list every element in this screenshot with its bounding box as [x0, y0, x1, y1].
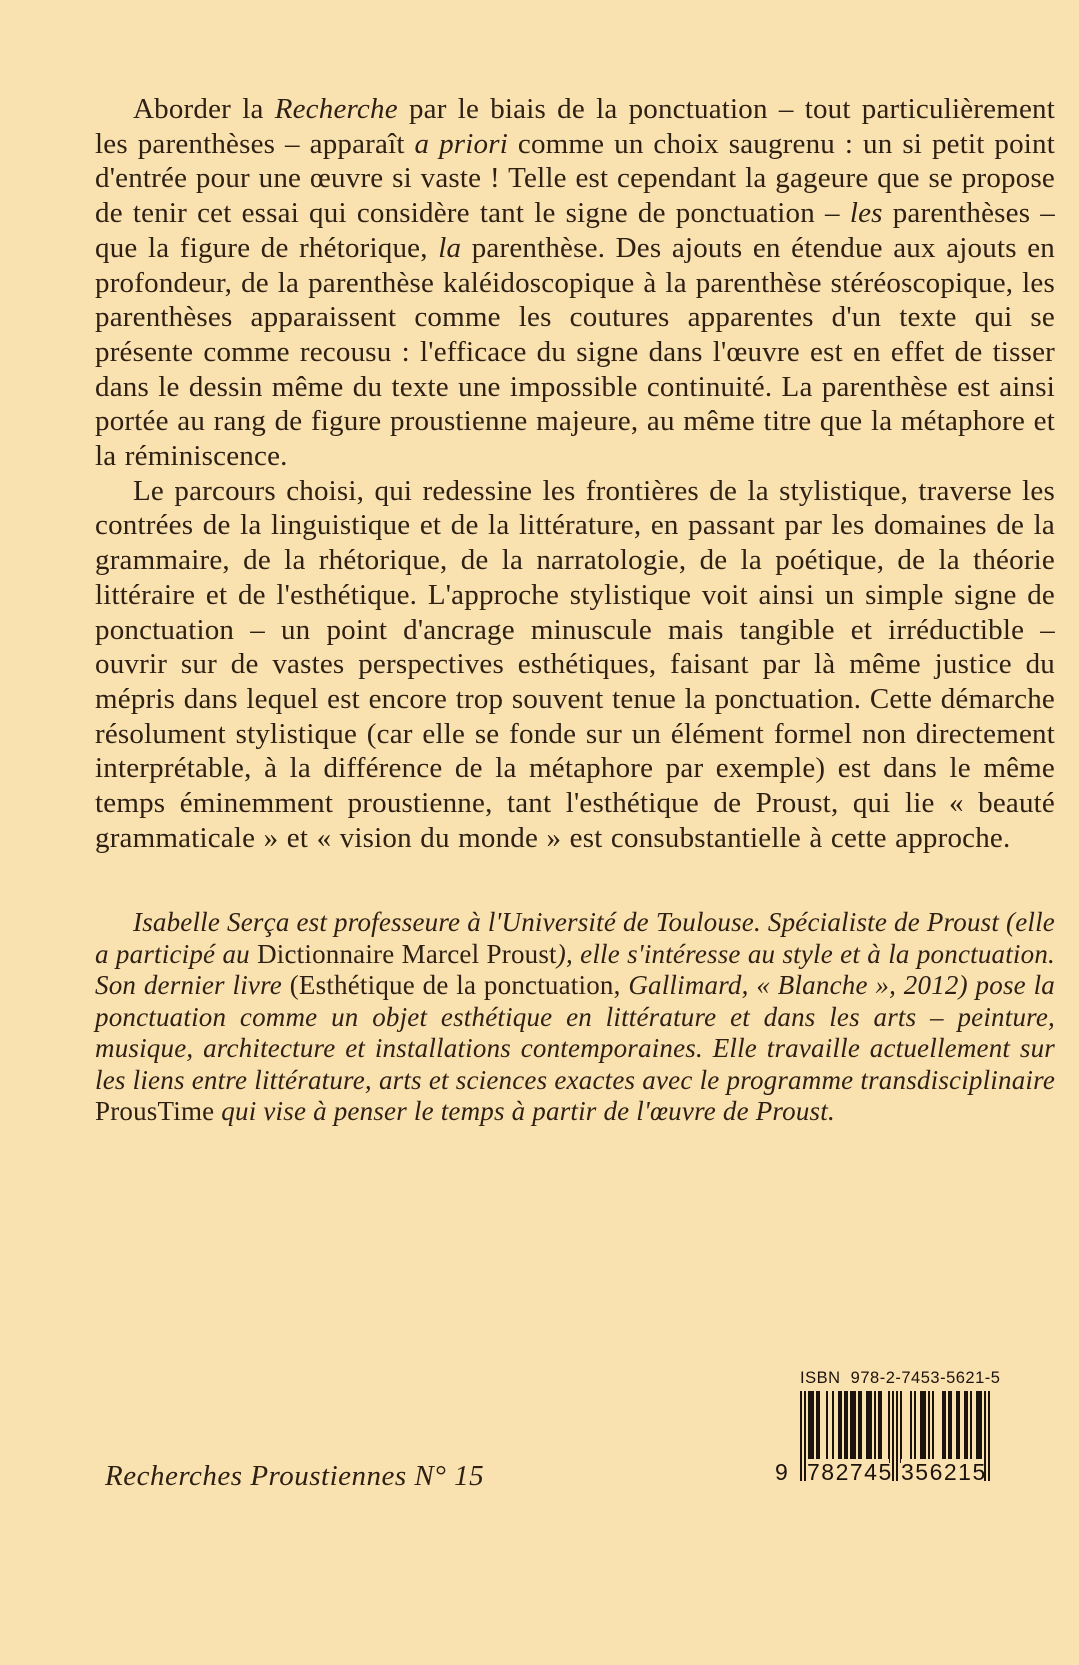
- text-run: Le parcours choisi, qui redessine les frontières de la stylistique, traverse les contrées de la linguistique et de la littérature, en passant par les domaines de la grammaire, de la rhétorique, de la narratologie, de la poétique, de la théorie littéraire et de l'esthétique. L'approche stylistique voit ainsi un simple signe de ponctuation – un point d'ancrage minuscule mais tangible et irréductible – ouvrir sur de vastes perspectives esthétiques, faisant par là même justice du mépris dans lequel est encore trop souvent tenue la ponctuation. Cette démarche résolument stylistique (car elle se fonde sur un élément formel non directement interprétable, à la différence de la métaphore par exemple) est dans le même temps éminemment proustienne, tant l'esthétique de Proust, qui lie « beauté grammaticale » et « vision du monde » est consubstantielle à cette approche.: [95, 474, 1055, 854]
- italic-text-run: les: [849, 197, 883, 230]
- barcode-bar: [932, 1391, 934, 1463]
- barcode-bar: [970, 1391, 972, 1463]
- barcode-bar: [978, 1391, 980, 1463]
- barcode-bar: [846, 1391, 848, 1463]
- barcode-digits: [775, 1459, 990, 1485]
- author-bio-paragraph: [95, 907, 1055, 1128]
- barcode-bar: [812, 1391, 814, 1463]
- italic-text-run: Gallimard, « Blanche », 2012) pose la ponctuation comme un objet esthétique en littérature et dans les arts – peinture, musique, architecture et installations contemporaines. Elle travaille actuellement sur les liens entre littérature, arts et sciences exactes avec le programme transdisciplinaire: [95, 970, 1056, 1095]
- blurb-paragraph-2: [95, 474, 1055, 856]
- barcode-bar: [964, 1391, 966, 1463]
- barcode-bar: [910, 1391, 912, 1463]
- barcode-digit-first: 9: [775, 1459, 788, 1485]
- barcode-bar: [870, 1391, 872, 1463]
- barcode-bar: [808, 1391, 810, 1463]
- italic-text-run: Isabelle Serça est professeure à l'Université de Toulouse. Spécialiste de Proust (elle a participé au: [95, 907, 1055, 969]
- barcode-bar: [816, 1391, 818, 1463]
- italic-text-run: a priori: [414, 127, 508, 160]
- barcode-digit-group-1: 782745: [807, 1459, 893, 1485]
- text-run: ProusTime: [95, 1096, 215, 1127]
- italic-text-run: Recherche: [274, 93, 398, 125]
- italic-text-run: la: [438, 231, 462, 264]
- barcode-bar: [928, 1391, 930, 1463]
- blurb-paragraph-1: [95, 92, 1055, 474]
- italic-text-run: qui vise à penser le temps à partir de l'œuvre de Proust.: [214, 1096, 835, 1127]
- barcode-bar: [880, 1391, 882, 1463]
- barcode-bar: [920, 1391, 922, 1463]
- text-run: (Esthétique de la ponctuation,: [289, 970, 621, 1001]
- text-run: comme un choix saugrenu : un si petit point d'entrée pour une œuvre si vaste ! Telle est cependant la gageure que se propose de tenir cet essai qui considère tant le signe de ponctuation –: [95, 127, 1055, 230]
- isbn-barcode-block: [775, 1369, 1001, 1485]
- isbn-number-label: ISBN 978-2-7453-5621-5: [800, 1369, 1001, 1387]
- barcode-bar: [810, 1391, 812, 1463]
- barcode-bar: [826, 1391, 828, 1463]
- barcode-bar: [950, 1391, 952, 1463]
- barcode-bar: [948, 1391, 950, 1463]
- barcode-bar: [868, 1391, 870, 1463]
- barcode-bar: [850, 1391, 852, 1463]
- text-run: par le biais de la ponctuation – tout particulièrement les parenthèses – apparaît: [95, 93, 1055, 160]
- barcode-bar: [852, 1391, 854, 1463]
- text-run: Aborder la: [133, 93, 275, 125]
- barcode-digit-group-2: 356215: [901, 1459, 987, 1485]
- barcode-bar: [860, 1391, 862, 1463]
- back-cover-text-block: [95, 92, 1055, 1128]
- barcode-bar: [854, 1391, 856, 1463]
- text-run: parenthèse. Des ajouts en étendue aux ajouts en profondeur, de la parenthèse kaléidoscopique à la parenthèse stéréoscopique, les parenthèses apparaissent comme les coutures apparentes d'un texte qui se présente comme recousu : l'efficace du signe dans l'œuvre est en effet de tisser dans le dessin même du texte une impossible continuité. La parenthèse est ainsi portée au rang de figure proustienne majeure, au même titre que la métaphore et la réminiscence.: [95, 231, 1055, 473]
- barcode-bar: [888, 1391, 890, 1463]
- barcode-bar: [844, 1391, 846, 1463]
- barcode-bar: [966, 1391, 968, 1463]
- barcode-bar: [944, 1391, 946, 1463]
- barcode-bar: [924, 1391, 926, 1463]
- barcode-bar: [858, 1391, 860, 1463]
- barcode-bar: [956, 1391, 958, 1463]
- barcode-bar: [980, 1391, 982, 1463]
- barcode-bar: [942, 1391, 944, 1463]
- barcode-bar: [922, 1391, 924, 1463]
- barcode-bar: [840, 1391, 842, 1463]
- text-run: parenthèses – que la figure de rhétorique,: [95, 197, 1056, 264]
- barcode-bar: [958, 1391, 960, 1463]
- barcode-bar: [866, 1391, 868, 1463]
- barcode-bar: [900, 1391, 902, 1463]
- barcode-bar: [914, 1391, 916, 1463]
- collection-label: Recherches Proustiennes N° 15: [105, 1460, 485, 1492]
- italic-text-run: ), elle s'intéresse au style et à la ponctuation. Son dernier livre: [95, 938, 1055, 1001]
- barcode-bar: [874, 1391, 876, 1463]
- barcode-bar: [976, 1391, 978, 1463]
- barcode-bar: [878, 1391, 880, 1463]
- barcode-bar: [818, 1391, 820, 1463]
- text-run: Dictionnaire Marcel Proust: [257, 938, 557, 969]
- barcode-bar: [832, 1391, 834, 1463]
- barcode-bar: [838, 1391, 840, 1463]
